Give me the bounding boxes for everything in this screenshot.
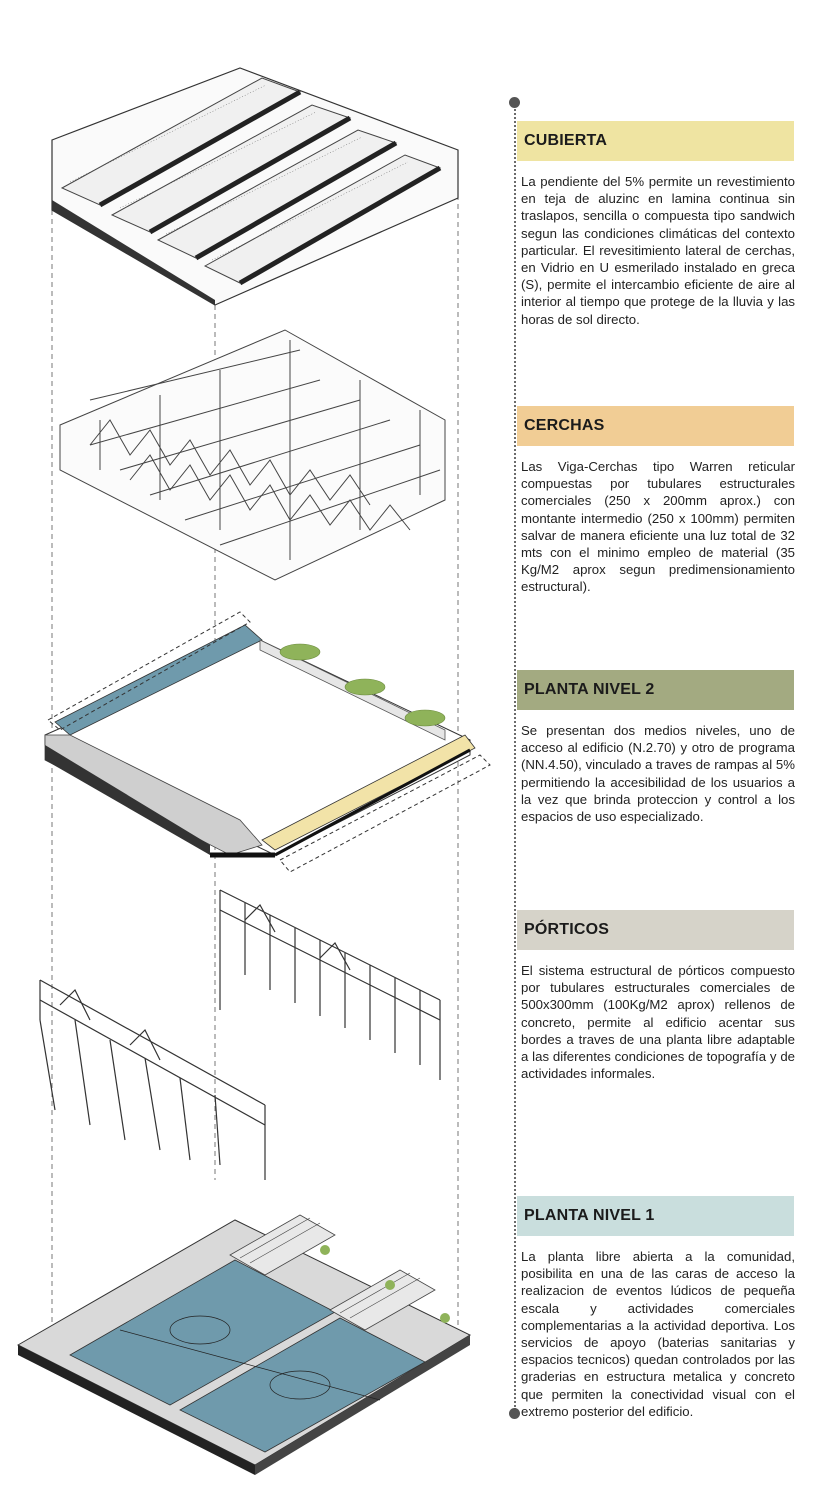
section-porticos (517, 910, 794, 1082)
portico-frame-right (220, 890, 440, 1080)
section-planta-nivel-2 (517, 670, 794, 825)
section-title: PÓRTICOS (517, 910, 794, 950)
timeline-dot-top (509, 97, 520, 108)
level-1-layer (18, 1215, 470, 1475)
truss-layer (60, 330, 445, 580)
section-body: La planta libre abierta a la comunidad, posibilita en una de las caras de acceso la realizacion de eventos lúdicos de pequeña escala y actividades comerciales complementarias a la actividad deportiva. Los servicios de apoyo (baterias sanitarias y espacios tecnicos) quedan controlados por las graderias en estructura metalica y concreto que permiten la conectividad visual con el extremo posterior del edificio. (521, 1249, 795, 1419)
section-title: PLANTA NIVEL 1 (517, 1196, 794, 1236)
roof-layer (52, 68, 458, 305)
section-planta-nivel-1 (517, 1196, 794, 1420)
section-title: PLANTA NIVEL 2 (517, 670, 794, 710)
section-body: El sistema estructural de pórticos compuesto por tubulares estructurales comerciales de 500x300mm (100Kg/M2 aprox) rellenos de concreto, permite al edificio acentar sus bordes a traves de una planta libre adaptable a las diferentes condiciones de topografía y de actividades informales. (521, 963, 795, 1082)
section-body: La pendiente del 5% permite un revestimiento en teja de aluzinc en lamina continua sin traslapos, sencilla o compuesta tipo sandwich segun las condiciones climáticas del contexto particular. El revesitimiento lateral de cerchas, en Vidrio en U esmerilado instalado en greca (S), permite el intercambio eficiente de aire al interior al tiempo que protege de la lluvia y las horas de sol directo. (521, 174, 795, 327)
portico-frame-left (40, 980, 265, 1180)
level-2-layer (45, 612, 490, 872)
section-title: CERCHAS (517, 406, 794, 446)
section-cerchas (517, 406, 794, 596)
section-body: Se presentan dos medios niveles, uno de acceso al edificio (N.2.70) y otro de programa (NN.4.50), vinculado a traves de rampas al 5% permitiendo la accesibilidad de los usuarios a la vez que brinda proteccion y control a los espacios de uso especializado. (521, 723, 795, 825)
section-title: CUBIERTA (517, 121, 794, 161)
section-cubierta (517, 121, 794, 328)
timeline-line (514, 102, 516, 1410)
section-body: Las Viga-Cerchas tipo Warren reticular compuestas por tubulares estructurales comerciales (250 x 200mm aprox.) con montante intermedio (250 x 100mm) permiten salvar de manera eficiente una luz total de 32 mts con el minimo empleo de material (35 Kg/M2 aprox segun predimensionamiento estructural). (521, 459, 795, 595)
